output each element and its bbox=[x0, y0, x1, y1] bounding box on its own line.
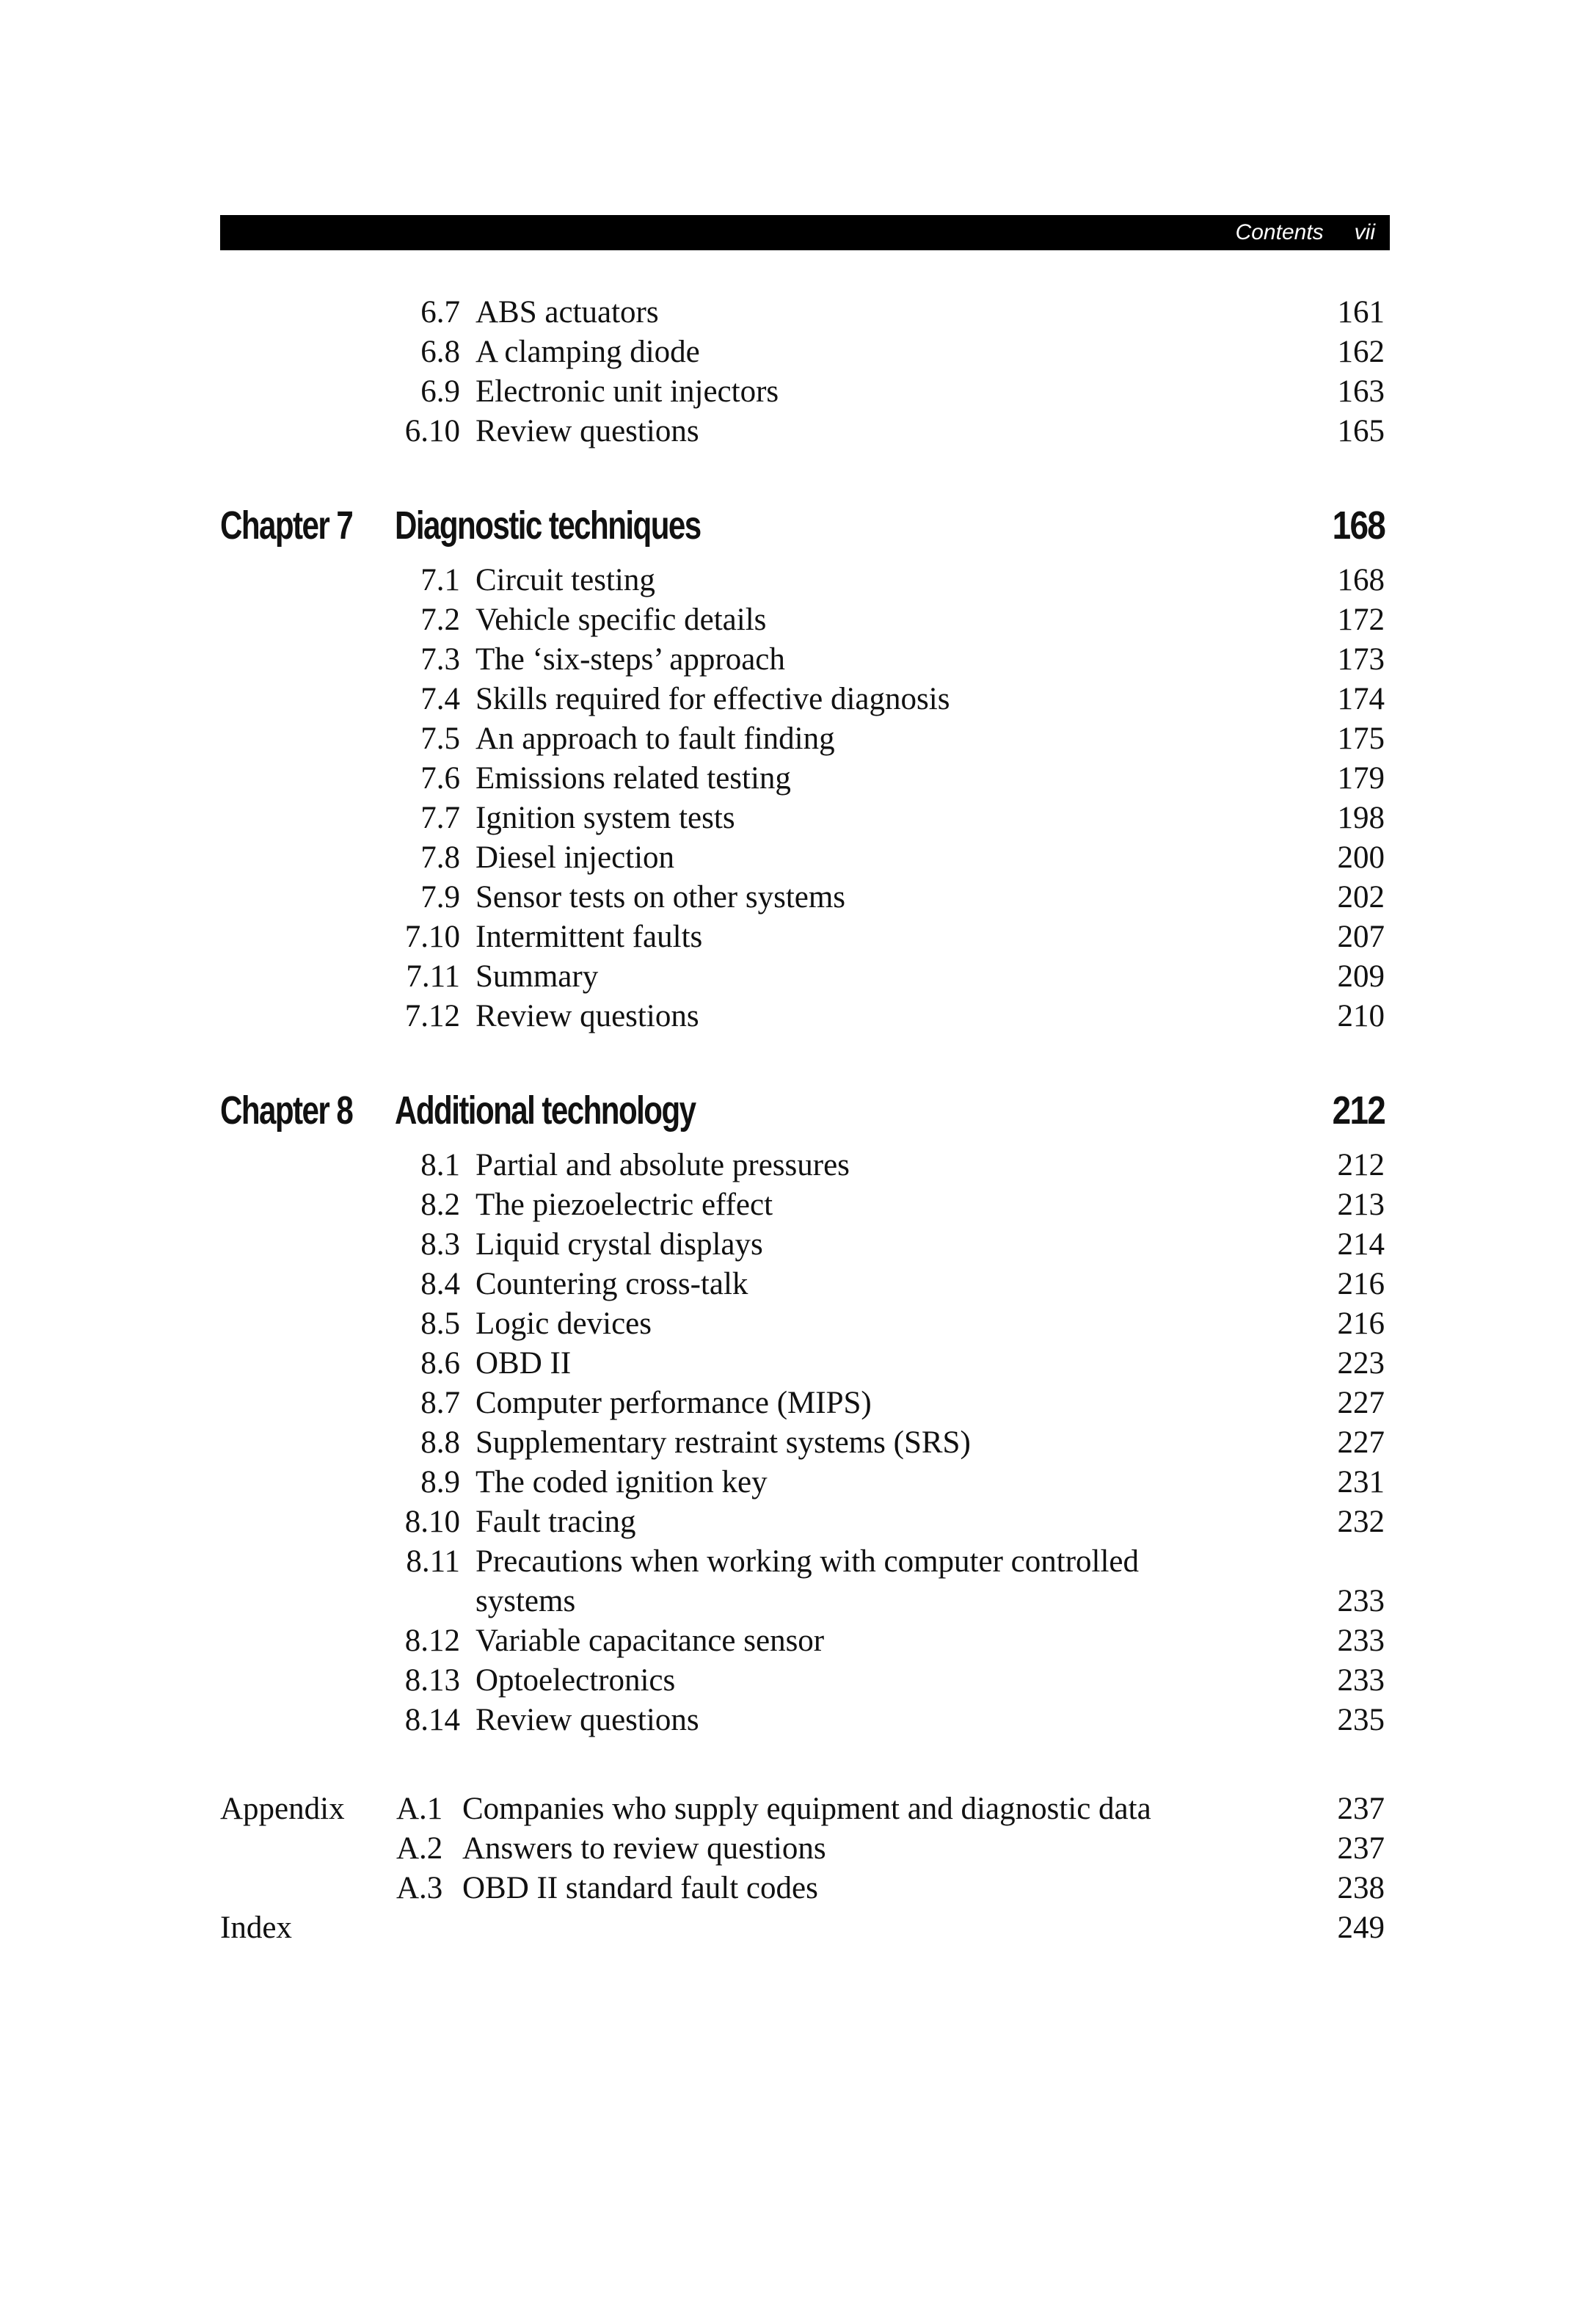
entry-page: 162 bbox=[1337, 335, 1385, 369]
toc-entry bbox=[0, 719, 1596, 759]
entry-page: 216 bbox=[1337, 1267, 1385, 1301]
chapter-title: Diagnostic techniques bbox=[395, 504, 701, 548]
entry-page: 233 bbox=[1337, 1584, 1385, 1618]
entry-page: 168 bbox=[1337, 563, 1385, 597]
toc-entry bbox=[0, 372, 1596, 412]
entry-number: 7.1 bbox=[420, 563, 460, 597]
entry-page: 175 bbox=[1337, 721, 1385, 756]
entry-number: A.2 bbox=[396, 1831, 443, 1866]
entry-number: 7.7 bbox=[420, 801, 460, 835]
toc-entry bbox=[0, 1225, 1596, 1265]
entry-title: Companies who supply equipment and diagnostic data bbox=[462, 1792, 1151, 1826]
entry-page: 227 bbox=[1337, 1386, 1385, 1420]
toc-entry bbox=[0, 293, 1596, 332]
entry-title: OBD II standard fault codes bbox=[462, 1871, 818, 1905]
toc-entry bbox=[0, 917, 1596, 957]
entry-title: Partial and absolute pressures bbox=[475, 1148, 850, 1182]
entry-number: 8.1 bbox=[420, 1148, 460, 1182]
entry-title: Liquid crystal displays bbox=[475, 1227, 763, 1262]
entry-page: 237 bbox=[1337, 1831, 1385, 1866]
toc-entry bbox=[0, 680, 1596, 719]
entry-number: 7.11 bbox=[406, 959, 460, 994]
index-label: Index bbox=[220, 1911, 292, 1945]
index-entry bbox=[0, 1908, 1596, 1948]
entry-number: 8.7 bbox=[420, 1386, 460, 1420]
toc-entry bbox=[0, 957, 1596, 997]
toc-entry bbox=[0, 561, 1596, 600]
entry-number: 8.12 bbox=[404, 1624, 460, 1658]
entry-number: 7.6 bbox=[420, 761, 460, 796]
entry-page: 179 bbox=[1337, 761, 1385, 796]
entry-title: Fault tracing bbox=[475, 1505, 636, 1539]
entry-number: 7.2 bbox=[420, 603, 460, 637]
toc-entry-continuation bbox=[0, 1582, 1596, 1621]
entry-page: 216 bbox=[1337, 1306, 1385, 1341]
entry-page: 233 bbox=[1337, 1663, 1385, 1698]
entry-title: Review questions bbox=[475, 1703, 699, 1737]
appendix-entry bbox=[0, 1789, 1596, 1829]
entry-number: 8.4 bbox=[420, 1267, 460, 1301]
entry-number: 8.8 bbox=[420, 1425, 460, 1460]
entry-page: 161 bbox=[1337, 295, 1385, 330]
running-header-page-number: vii bbox=[1354, 220, 1375, 244]
toc-entry bbox=[0, 759, 1596, 799]
entry-title: Sensor tests on other systems bbox=[475, 880, 846, 915]
toc-entry bbox=[0, 997, 1596, 1036]
entry-page: 233 bbox=[1337, 1624, 1385, 1658]
entry-title: Logic devices bbox=[475, 1306, 652, 1341]
entry-page: 237 bbox=[1337, 1792, 1385, 1826]
entry-number: 6.10 bbox=[404, 414, 460, 448]
toc-entry bbox=[0, 1423, 1596, 1463]
entry-title: Countering cross-talk bbox=[475, 1267, 748, 1301]
entry-title: Answers to review questions bbox=[462, 1831, 826, 1866]
toc-entry bbox=[0, 799, 1596, 838]
entry-number: A.1 bbox=[396, 1792, 443, 1826]
toc-entry bbox=[0, 838, 1596, 878]
entry-number: 8.14 bbox=[404, 1703, 460, 1737]
entry-page: 198 bbox=[1337, 801, 1385, 835]
toc-entry bbox=[0, 1384, 1596, 1423]
toc-entry bbox=[0, 1185, 1596, 1225]
entry-number: 6.8 bbox=[420, 335, 460, 369]
entry-number: 8.11 bbox=[406, 1544, 460, 1579]
entry-title: Ignition system tests bbox=[475, 801, 735, 835]
entry-title: A clamping diode bbox=[475, 335, 700, 369]
entry-number: 8.9 bbox=[420, 1465, 460, 1499]
entry-title: Precautions when working with computer controlled bbox=[475, 1544, 1139, 1579]
entry-title: The ‘six-steps’ approach bbox=[475, 642, 785, 677]
entry-title-continuation: systems bbox=[475, 1584, 576, 1618]
entry-title: Variable capacitance sensor bbox=[475, 1624, 825, 1658]
entry-number: 7.8 bbox=[420, 840, 460, 875]
toc-entry bbox=[0, 1701, 1596, 1740]
toc-entry bbox=[0, 640, 1596, 680]
entry-page: 235 bbox=[1337, 1703, 1385, 1737]
entry-title: Skills required for effective diagnosis bbox=[475, 682, 950, 716]
toc-entry bbox=[0, 332, 1596, 372]
entry-number: 8.6 bbox=[420, 1346, 460, 1381]
entry-number: 6.9 bbox=[420, 374, 460, 409]
entry-page: 223 bbox=[1337, 1346, 1385, 1381]
entry-number: 7.3 bbox=[420, 642, 460, 677]
entry-page: 173 bbox=[1337, 642, 1385, 677]
entry-number: 7.5 bbox=[420, 721, 460, 756]
toc-entry bbox=[0, 1146, 1596, 1185]
entry-page: 200 bbox=[1337, 840, 1385, 875]
entry-page: 232 bbox=[1337, 1505, 1385, 1539]
entry-number: A.3 bbox=[396, 1871, 443, 1905]
entry-title: The piezoelectric effect bbox=[475, 1188, 773, 1222]
entry-page: 214 bbox=[1337, 1227, 1385, 1262]
toc-entry bbox=[0, 412, 1596, 451]
entry-title: Summary bbox=[475, 959, 599, 994]
entry-title: Emissions related testing bbox=[475, 761, 791, 796]
entry-page: 207 bbox=[1337, 920, 1385, 954]
chapter-label: Chapter 8 bbox=[220, 1088, 353, 1133]
chapter-title: Additional technology bbox=[395, 1088, 696, 1133]
entry-title: Vehicle specific details bbox=[475, 603, 767, 637]
entry-title: Optoelectronics bbox=[475, 1663, 676, 1698]
entry-title: The coded ignition key bbox=[475, 1465, 768, 1499]
entry-page: 209 bbox=[1337, 959, 1385, 994]
toc-entry bbox=[0, 600, 1596, 640]
entry-title: Diesel injection bbox=[475, 840, 675, 875]
entry-number: 7.12 bbox=[404, 999, 460, 1033]
entry-page: 213 bbox=[1337, 1188, 1385, 1222]
entry-page: 227 bbox=[1337, 1425, 1385, 1460]
entry-page: 238 bbox=[1337, 1871, 1385, 1905]
toc-entry bbox=[0, 878, 1596, 917]
entry-title: Circuit testing bbox=[475, 563, 655, 597]
entry-number: 8.3 bbox=[420, 1227, 460, 1262]
entry-page: 172 bbox=[1337, 603, 1385, 637]
chapter-page: 212 bbox=[1332, 1088, 1385, 1133]
toc-entry bbox=[0, 1344, 1596, 1384]
entry-number: 7.9 bbox=[420, 880, 460, 915]
entry-title: An approach to fault finding bbox=[475, 721, 835, 756]
entry-page: 163 bbox=[1337, 374, 1385, 409]
entry-title: Electronic unit injectors bbox=[475, 374, 779, 409]
chapter-label: Chapter 7 bbox=[220, 504, 353, 548]
entry-title: Computer performance (MIPS) bbox=[475, 1386, 872, 1420]
entry-number: 8.5 bbox=[420, 1306, 460, 1341]
chapter-page: 168 bbox=[1332, 504, 1385, 548]
entry-title: OBD II bbox=[475, 1346, 572, 1381]
entry-page: 210 bbox=[1337, 999, 1385, 1033]
entry-title: Review questions bbox=[475, 999, 699, 1033]
toc-entry bbox=[0, 1265, 1596, 1304]
entry-page: 212 bbox=[1337, 1148, 1385, 1182]
entry-number: 7.10 bbox=[404, 920, 460, 954]
entry-number: 6.7 bbox=[420, 295, 460, 330]
entry-title: Intermittent faults bbox=[475, 920, 703, 954]
entry-number: 8.13 bbox=[404, 1663, 460, 1698]
chapter-heading bbox=[0, 498, 1596, 553]
toc-entry bbox=[0, 1304, 1596, 1344]
entry-page: 249 bbox=[1337, 1911, 1385, 1945]
toc-entry bbox=[0, 1621, 1596, 1661]
appendix-label: Appendix bbox=[220, 1792, 345, 1826]
entry-page: 165 bbox=[1337, 414, 1385, 448]
appendix-entry bbox=[0, 1869, 1596, 1908]
entry-title: ABS actuators bbox=[475, 295, 659, 330]
running-header bbox=[220, 215, 1390, 250]
appendix-entry bbox=[0, 1829, 1596, 1869]
entry-number: 7.4 bbox=[420, 682, 460, 716]
entry-number: 8.2 bbox=[420, 1188, 460, 1222]
toc-entry bbox=[0, 1502, 1596, 1542]
running-header-title: Contents bbox=[1235, 220, 1324, 244]
entry-page: 174 bbox=[1337, 682, 1385, 716]
toc-entry bbox=[0, 1542, 1596, 1582]
entry-page: 231 bbox=[1337, 1465, 1385, 1499]
entry-title: Review questions bbox=[475, 414, 699, 448]
entry-page: 202 bbox=[1337, 880, 1385, 915]
chapter-heading bbox=[0, 1083, 1596, 1138]
toc-entry bbox=[0, 1661, 1596, 1701]
entry-number: 8.10 bbox=[404, 1505, 460, 1539]
entry-title: Supplementary restraint systems (SRS) bbox=[475, 1425, 971, 1460]
toc-entry bbox=[0, 1463, 1596, 1502]
